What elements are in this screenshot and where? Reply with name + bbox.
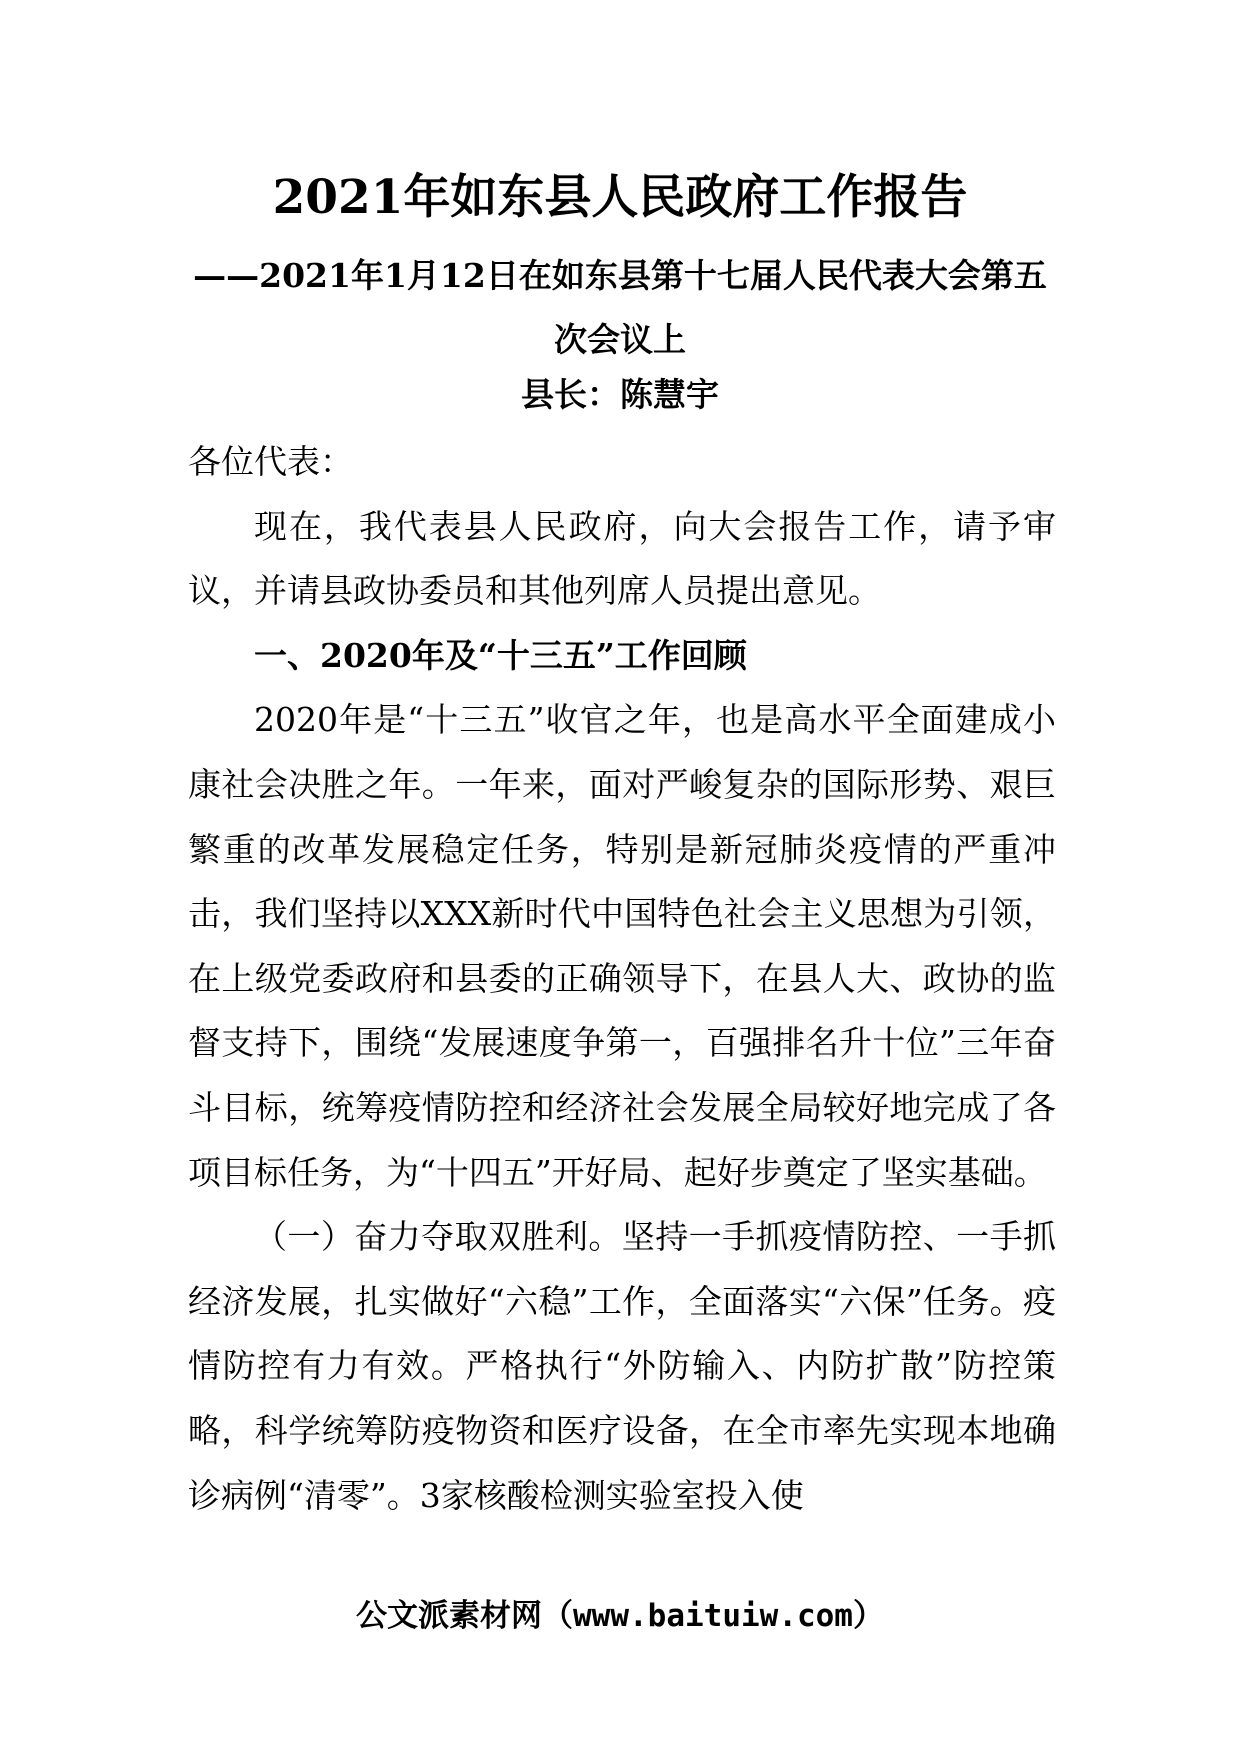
paragraph-review: 2020年是“十三五”收官之年，也是高水平全面建成小康社会决胜之年。一年来，面对严峻复杂的国际形势、艰巨繁重的改革发展稳定任务，特别是新冠肺炎疫情的严重冲击，我们坚持以XXX新时代中国特色社会主义思想为引领，在上级党委政府和县委的正确领导下，在县人大、政协的监督支持下，围绕“发展速度争第一，百强排名升十位”三年奋斗目标，统筹疫情防控和经济社会发展全局较好地完成了各项目标任务，为“十四五”开好局、起好步奠定了坚实基础。	[188, 700, 1056, 1192]
paragraph-victory: （一）奋力夺取双胜利。坚持一手抓疫情防控、一手抓经济发展，扎实做好“六稳”工作，全面落实“六保”任务。疫情防控有力有效。严格执行“外防输入、内防扩散”防控策略，科学统筹防疫物资和医疗设备，在全市率先实现本地确诊病例“清零”。3家核酸检测实验室投入使	[188, 1217, 1056, 1515]
subtitle-line-1: ——2021年1月12日在如东县第十七届人民代表大会第五	[193, 256, 1047, 295]
document-author: 县长：陈慧宇	[521, 375, 719, 414]
document-title: 2021年如东县人民政府工作报告	[272, 170, 968, 225]
salutation: 各位代表：	[188, 442, 353, 481]
document-body	[188, 430, 1056, 1528]
paragraph-intro: 现在，我代表县人民政府，向大会报告工作，请予审议，并请县政协委员和其他列席人员提出意见。	[188, 506, 1056, 611]
section-heading: 一、2020年及“十三五”工作回顾	[254, 635, 747, 675]
document-subtitle	[188, 244, 1052, 372]
footer-watermark: 公文派素材网（www.baituiw.com）	[356, 1598, 884, 1634]
subtitle-line-2: 次会议上	[554, 320, 686, 359]
